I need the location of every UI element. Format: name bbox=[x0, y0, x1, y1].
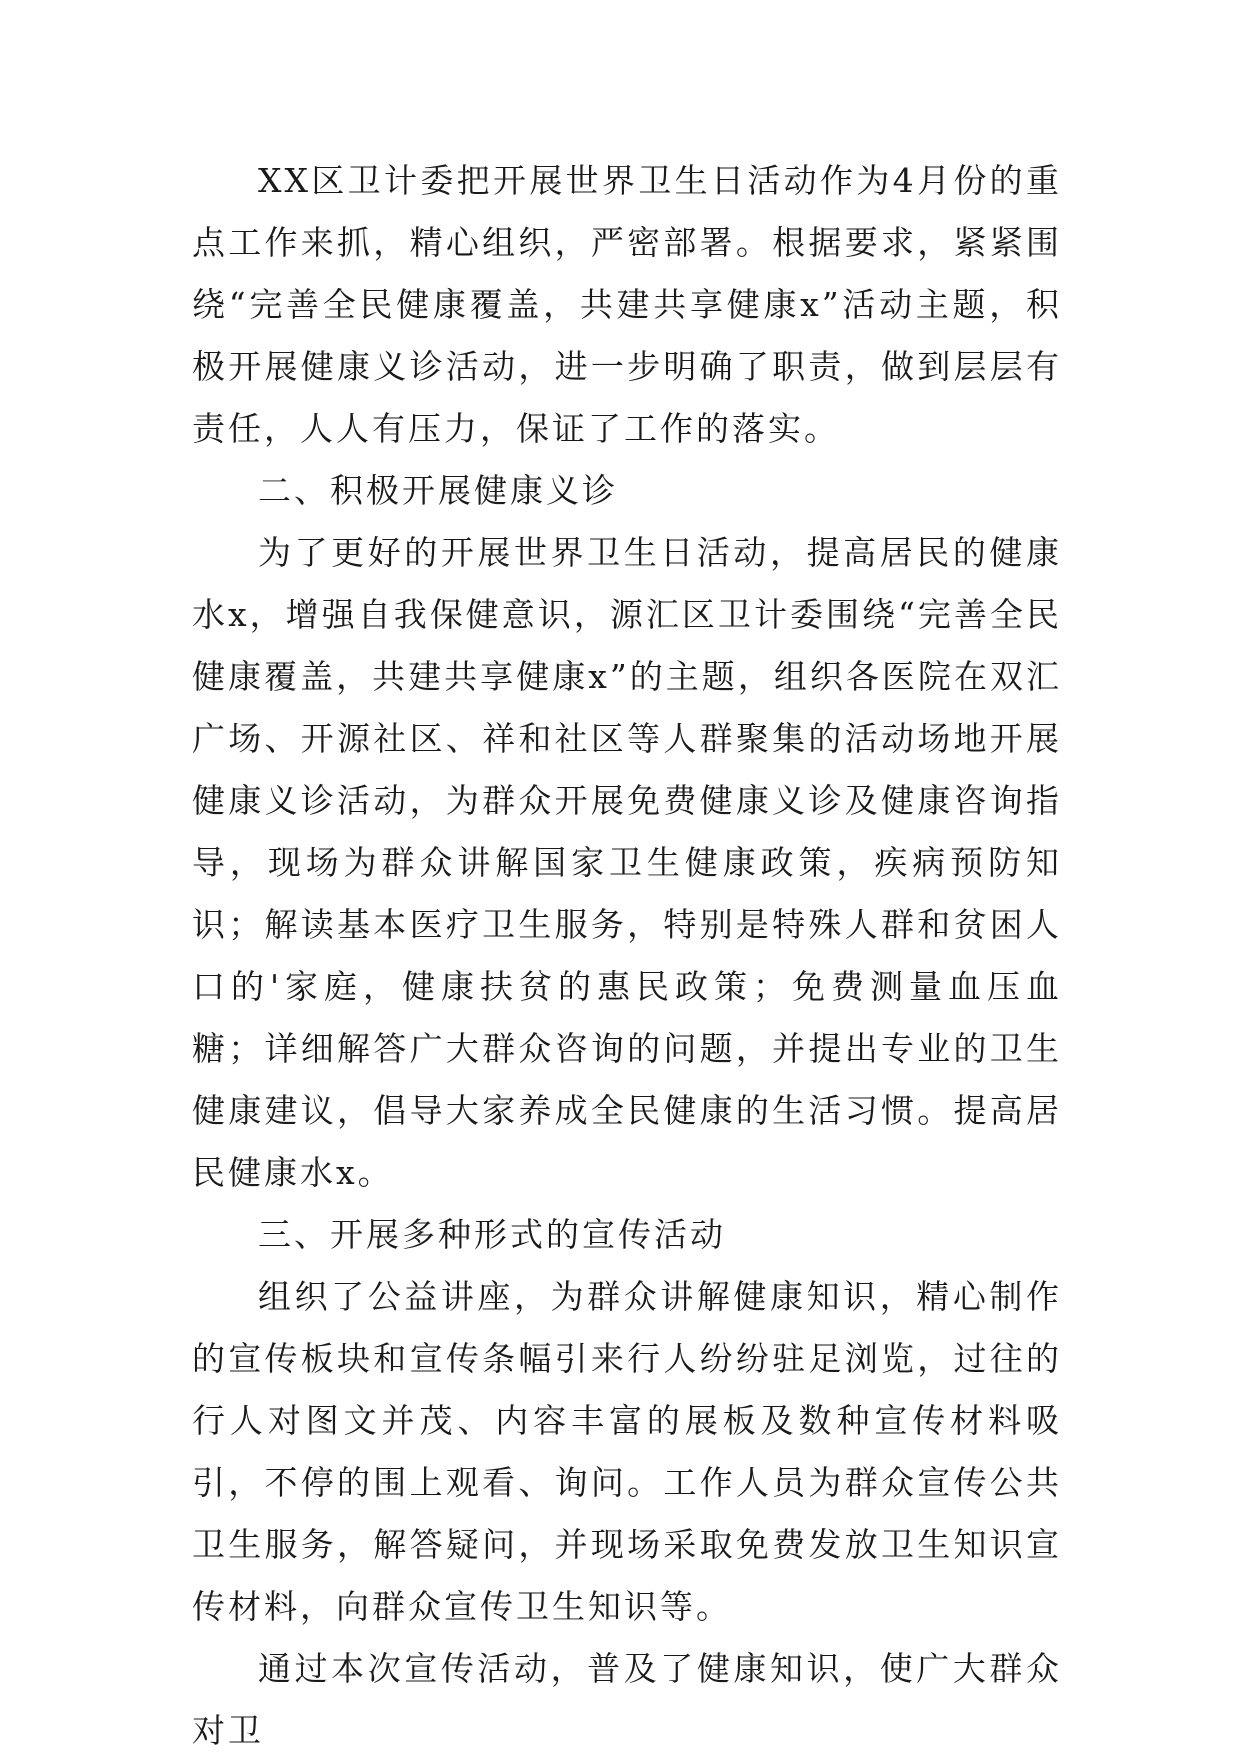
paragraph-summary: 通过本次宣传活动，普及了健康知识，使广大群众对卫 bbox=[192, 1649, 1062, 1750]
document-body bbox=[192, 150, 1062, 1762]
section-heading-3: 三、开展多种形式的宣传活动 bbox=[258, 1215, 726, 1254]
paragraph-publicity: 组织了公益讲座，为群众讲解健康知识，精心制作的宣传板块和宣传条幅引来行人纷纷驻足浏览，过往的行人对图文并茂、内容丰富的展板及数种宣传材料吸引，不停的围上观看、询问。工作人员为群众宣传公共卫生服务，解答疑问，并现场采取免费发放卫生知识宣传材料，向群众宣传卫生知识等。 bbox=[192, 1277, 1062, 1626]
paragraph-intro: XX区卫计委把开展世界卫生日活动作为4月份的重点工作来抓，精心组织，严密部署。根据要求，紧紧围绕“完善全民健康覆盖，共建共享健康x”活动主题，积极开展健康义诊活动，进一步明确了职责，做到层层有责任，人人有压力，保证了工作的落实。 bbox=[192, 161, 1062, 448]
section-heading-2: 二、积极开展健康义诊 bbox=[258, 471, 618, 510]
paragraph-health-clinic: 为了更好的开展世界卫生日活动，提高居民的健康水x，增强自我保健意识，源汇区卫计委围绕“完善全民健康覆盖，共建共享健康x”的主题，组织各医院在双汇广场、开源社区、祥和社区等人群聚集的活动场地开展健康义诊活动，为群众开展免费健康义诊及健康咨询指导，现场为群众讲解国家卫生健康政策，疾病预防知识；解读基本医疗卫生服务，特别是特殊人群和贫困人口的'家庭，健康扶贫的惠民政策；免费测量血压血糖；详细解答广大群众咨询的问题，并提出专业的卫生健康建议，倡导大家养成全民健康的生活习惯。提高居民健康水x。 bbox=[192, 533, 1062, 1192]
